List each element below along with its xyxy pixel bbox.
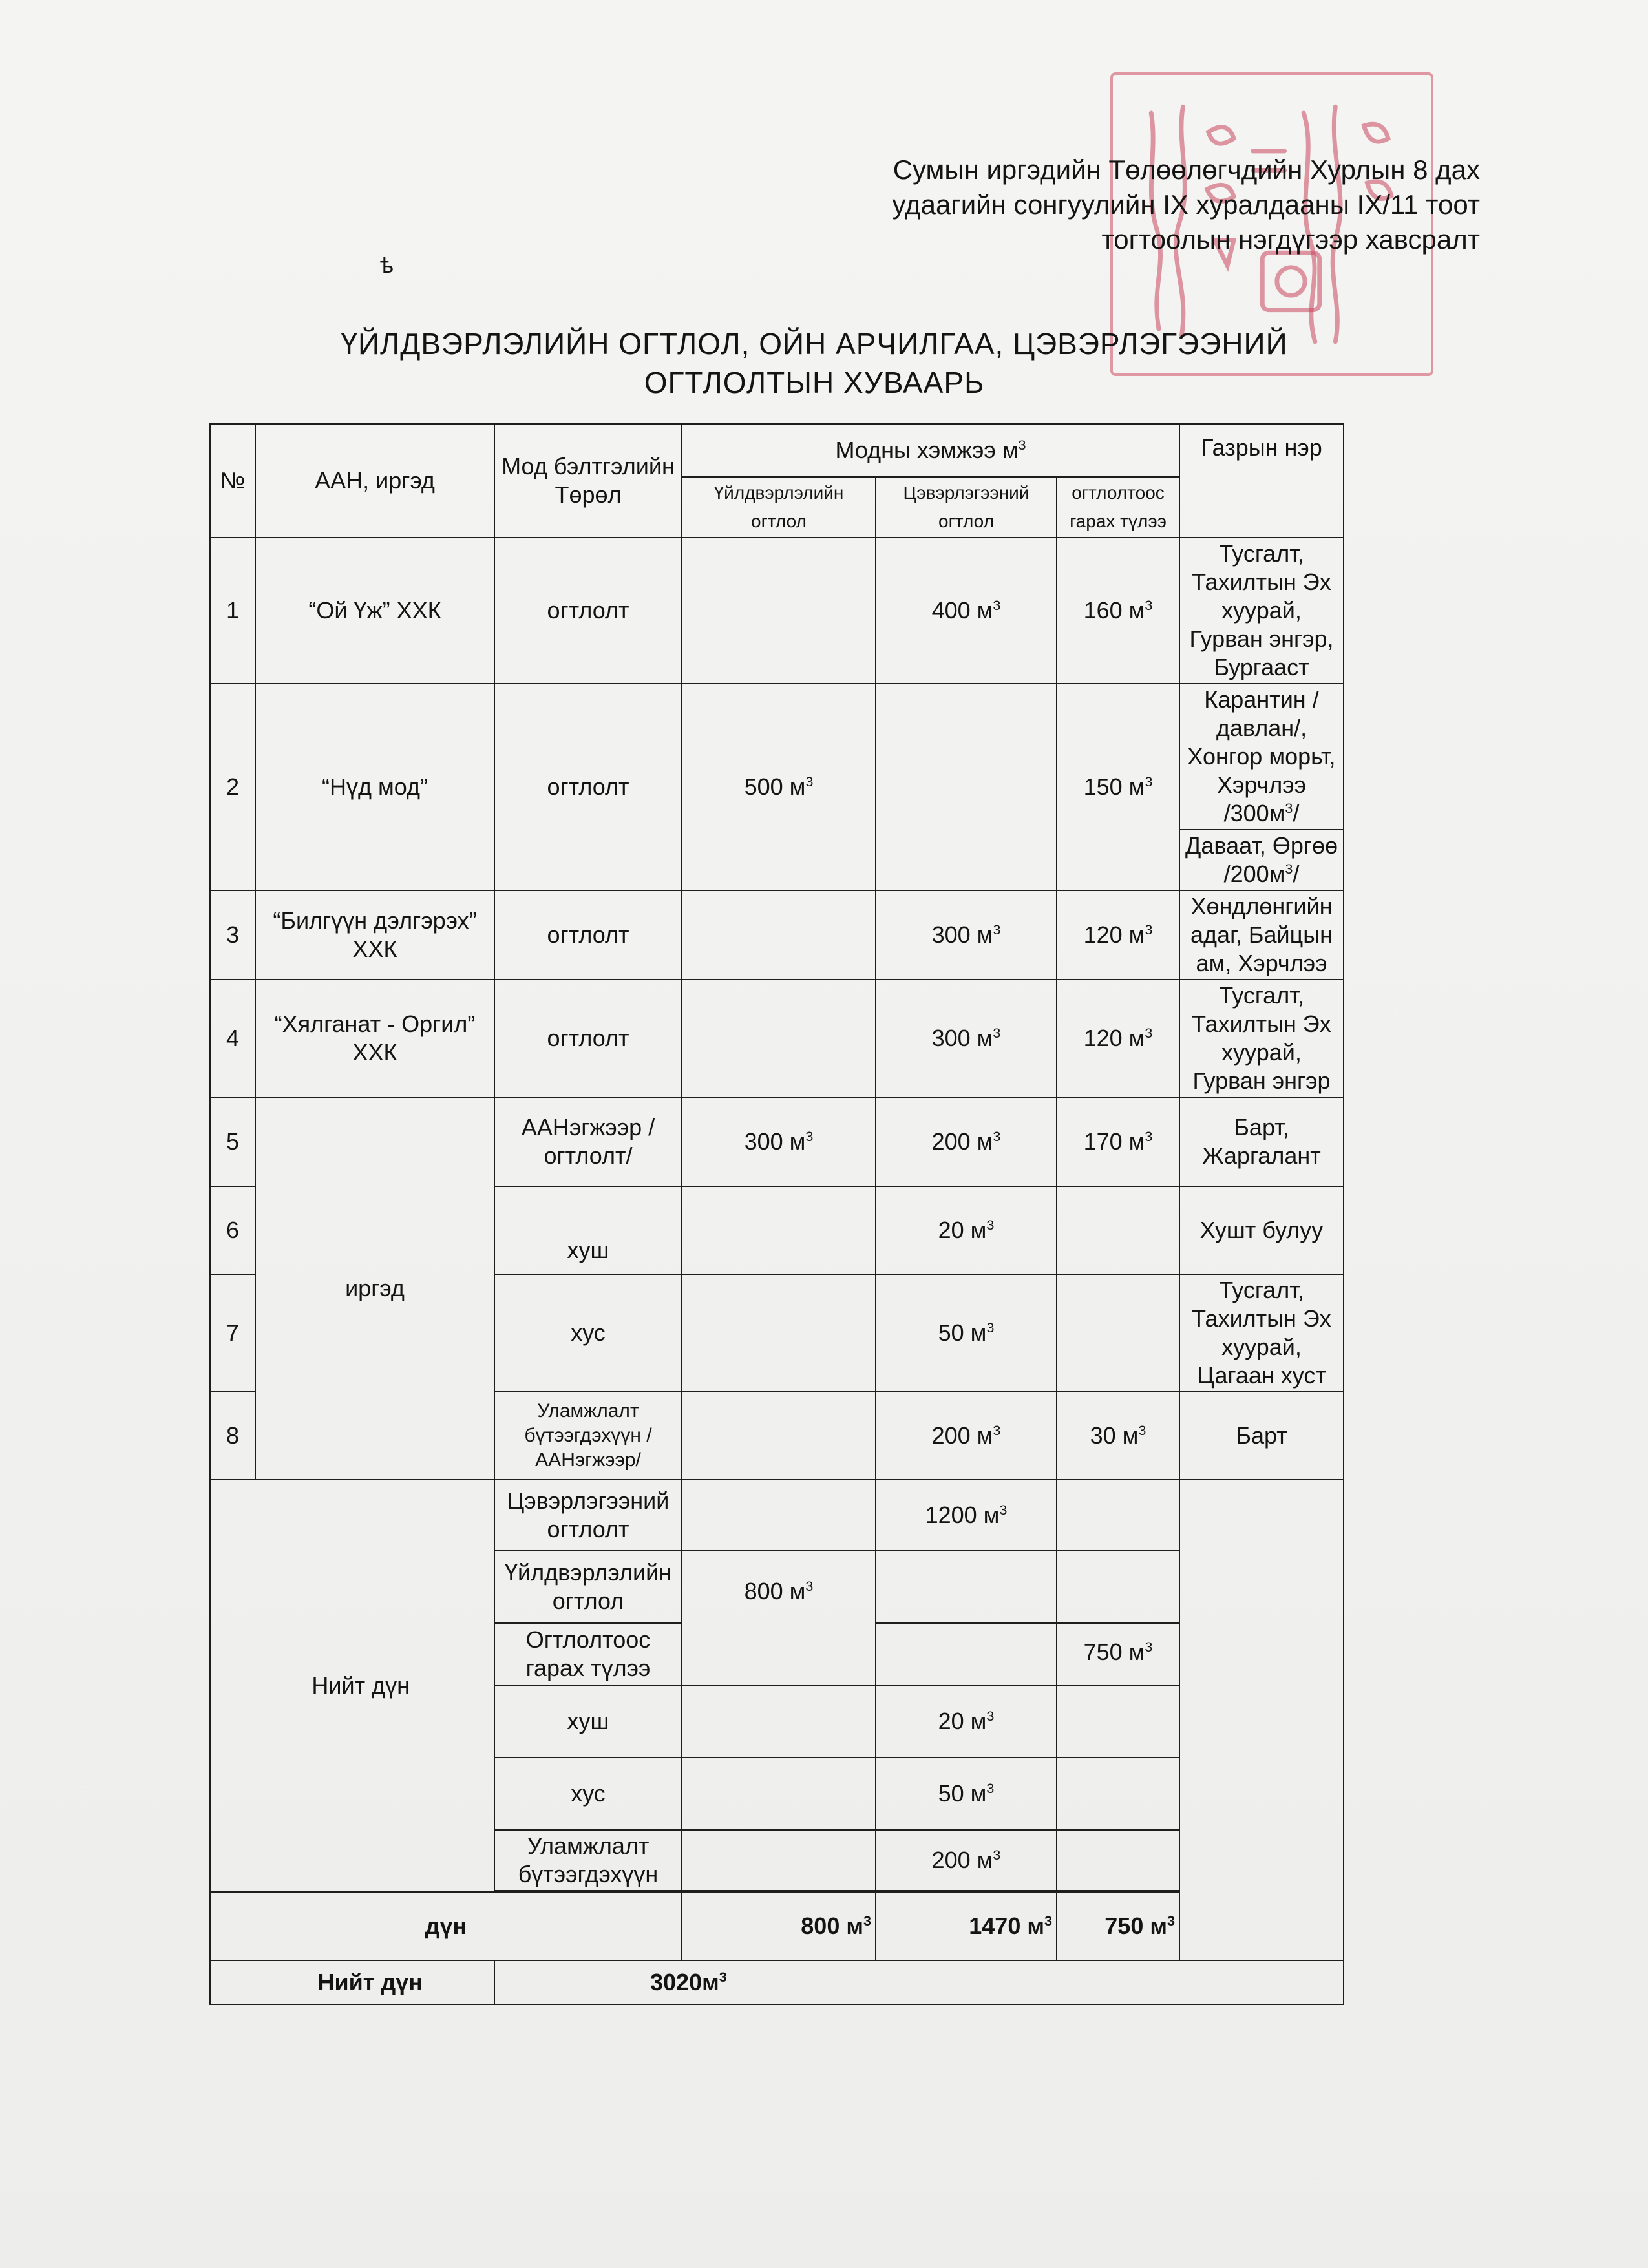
total-hus-industrial-cell <box>682 1758 876 1830</box>
header-line-3: тогтоолын нэгдүгээр хавсралт <box>1101 224 1480 255</box>
total-trad-label: Уламжлалт бүтээгдэхүүн <box>494 1830 682 1891</box>
total-hush-value: 20 $м^3$ <box>876 1685 1057 1758</box>
logging-type: Уламжлалт бүтээгдэхүүн /ААНэгжээр/ <box>494 1392 682 1480</box>
cleaning-volume: 20 $м^3$ <box>876 1186 1057 1274</box>
place-name: Барт <box>1179 1392 1344 1480</box>
appendix-header <box>893 152 1480 257</box>
industrial-volume: 300 $м^3$ <box>682 1097 876 1186</box>
row-number: 4 <box>210 980 255 1097</box>
org-name: иргэд <box>255 1097 494 1480</box>
org-name: “Нүд мод” <box>255 684 494 890</box>
logging-type: огтлолт <box>494 538 682 684</box>
industrial-volume <box>682 1392 876 1480</box>
row-number: 7 <box>210 1274 255 1392</box>
residue-volume: 30 $м^3$ <box>1057 1392 1179 1480</box>
residue-volume: 170 $м^3$ <box>1057 1097 1179 1186</box>
total-residue-label: Огтлолтоос гарах түлээ <box>494 1623 682 1685</box>
cleaning-volume: 300 $м^3$ <box>876 890 1057 980</box>
col-residue-header: огтлолтоос гарах түлээ <box>1057 477 1179 538</box>
header-row-1 <box>210 424 1344 477</box>
cleaning-volume: 400 $м^3$ <box>876 538 1057 684</box>
sum-row <box>210 1892 1344 1960</box>
header-line-1: Сумын иргэдийн Төлөөлөгчдийн Хурлын 8 дах <box>893 154 1480 185</box>
logging-type: хуш <box>494 1186 682 1274</box>
sum-label: дүн <box>210 1892 682 1960</box>
total-cleaning-label: Цэвэрлэгээний огтлолт <box>494 1480 682 1551</box>
row-number: 5 <box>210 1097 255 1186</box>
col-cleaning-header: Цэвэрлэгээний огтлол <box>876 477 1057 538</box>
row-number: 2 <box>210 684 255 890</box>
table-row <box>210 980 1344 1097</box>
total-industrial-cell <box>682 1480 876 1551</box>
total-industrial-cleaning-cell <box>876 1551 1057 1623</box>
total-hush-residue-cell <box>1057 1685 1179 1758</box>
residue-volume: 120 $м^3$ <box>1057 980 1179 1097</box>
total-industrial-residue-cell <box>1057 1551 1179 1623</box>
total-trad-residue-cell <box>1057 1830 1179 1891</box>
total-label: Нийт дүн <box>210 1480 494 1892</box>
total-industrial-value: 800 $м^3$ <box>682 1551 876 1685</box>
logging-type: огтлолт <box>494 890 682 980</box>
col-volume-header: Модны хэмжээ $м^3$ <box>682 424 1179 477</box>
handwritten-mark: ѣ <box>380 253 394 278</box>
industrial-volume <box>682 538 876 684</box>
total-trad-value: 200 $м^3$ <box>876 1830 1057 1891</box>
grand-total-value: $3020м^3$ <box>494 1960 1344 2004</box>
col-type-header: Мод бэлтгэлийн Төрөл <box>494 424 682 538</box>
logging-type: огтлолт <box>494 980 682 1097</box>
residue-volume: 160 $м^3$ <box>1057 538 1179 684</box>
col-industrial-header: Үйлдвэрлэлийн огтлол <box>682 477 876 538</box>
place-name: Даваат, Өргөө $/200м^3/$ <box>1179 830 1344 890</box>
total-row-cleaning <box>210 1480 1344 1551</box>
total-hush-label: хуш <box>494 1685 682 1758</box>
total-hus-label: хус <box>494 1758 682 1830</box>
place-name: Барт, Жаргалант <box>1179 1097 1344 1186</box>
cleaning-volume: 200 $м^3$ <box>876 1097 1057 1186</box>
total-industrial-label: Үйлдвэрлэлийн огтлол <box>494 1551 682 1623</box>
sum-cleaning: 1470 $м^3$ <box>876 1892 1057 1960</box>
title-line-2: ОГТЛОЛТЫН ХУВААРЬ <box>644 366 985 399</box>
logging-type: ААНэгжээр /огтлолт/ <box>494 1097 682 1186</box>
industrial-volume <box>682 1186 876 1274</box>
cleaning-volume: 50 $м^3$ <box>876 1274 1057 1392</box>
table-row <box>210 1097 1344 1186</box>
document-title <box>213 324 1415 402</box>
grand-total-row <box>210 1960 1344 2004</box>
total-cleaning-value: 1200 $м^3$ <box>876 1480 1057 1551</box>
table-row <box>210 890 1344 980</box>
logging-schedule-table <box>209 423 1344 2005</box>
org-name: “Ой Үж” ХХК <box>255 538 494 684</box>
total-hus-residue-cell <box>1057 1758 1179 1830</box>
row-number: 6 <box>210 1186 255 1274</box>
cleaning-volume: 200 $м^3$ <box>876 1392 1057 1480</box>
total-hush-industrial-cell <box>682 1685 876 1758</box>
industrial-volume <box>682 980 876 1097</box>
sum-industrial: 800 $м^3$ <box>682 1892 876 1960</box>
row-number: 1 <box>210 538 255 684</box>
col-num-header: № <box>210 424 255 538</box>
total-hus-value: 50 $м^3$ <box>876 1758 1057 1830</box>
place-empty <box>1179 1480 1344 1960</box>
table-row <box>210 684 1344 830</box>
residue-volume <box>1057 1274 1179 1392</box>
cleaning-volume <box>876 684 1057 890</box>
industrial-volume <box>682 890 876 980</box>
org-name: “Хялганат - Оргил” ХХК <box>255 980 494 1097</box>
row-number: 3 <box>210 890 255 980</box>
title-line-1: ҮЙЛДВЭРЛЭЛИЙН ОГТЛОЛ, ОЙН АРЧИЛГАА, ЦЭВЭРЛЭГЭЭНИЙ <box>341 327 1288 361</box>
logging-type: огтлолт <box>494 684 682 890</box>
residue-volume: 150 $м^3$ <box>1057 684 1179 890</box>
logging-type: хус <box>494 1274 682 1392</box>
col-org-header: ААН, иргэд <box>255 424 494 538</box>
cleaning-volume: 300 $м^3$ <box>876 980 1057 1097</box>
place-name: Карантин /давлан/, Хонгор морьт, Хэрчлээ $/300м^3/$ <box>1179 684 1344 830</box>
place-name: Тусгалт, Тахилтын Эх хуурай, Гурван энгэр <box>1179 980 1344 1097</box>
org-name: “Билгүүн дэлгэрэх” ХХК <box>255 890 494 980</box>
row-number: 8 <box>210 1392 255 1480</box>
header-line-2: удаагийн сонгуулийн IX хуралдааны IX/11 тоот <box>892 189 1480 220</box>
total-trad-industrial-cell <box>682 1830 876 1891</box>
place-name: Хөндлөнгийн адаг, Байцын ам, Хэрчлээ <box>1179 890 1344 980</box>
grand-total-label: Нийт дүн <box>210 1960 494 2004</box>
industrial-volume: 500 $м^3$ <box>682 684 876 890</box>
col-place-header: Газрын нэр <box>1179 424 1344 538</box>
table-row <box>210 538 1344 684</box>
residue-volume: 120 $м^3$ <box>1057 890 1179 980</box>
place-name: Тусгалт, Тахилтын Эх хуурай, Цагаан хуст <box>1179 1274 1344 1392</box>
total-residue-cleaning-cell <box>876 1623 1057 1685</box>
industrial-volume <box>682 1274 876 1392</box>
total-residue-cell <box>1057 1480 1179 1551</box>
total-residue-value: 750 $м^3$ <box>1057 1623 1179 1685</box>
place-name: Хушт булуу <box>1179 1186 1344 1274</box>
sum-residue: 750 $м^3$ <box>1057 1892 1179 1960</box>
place-name: Тусгалт, Тахилтын Эх хуурай, Гурван энгэр, Бургааст <box>1179 538 1344 684</box>
residue-volume <box>1057 1186 1179 1274</box>
